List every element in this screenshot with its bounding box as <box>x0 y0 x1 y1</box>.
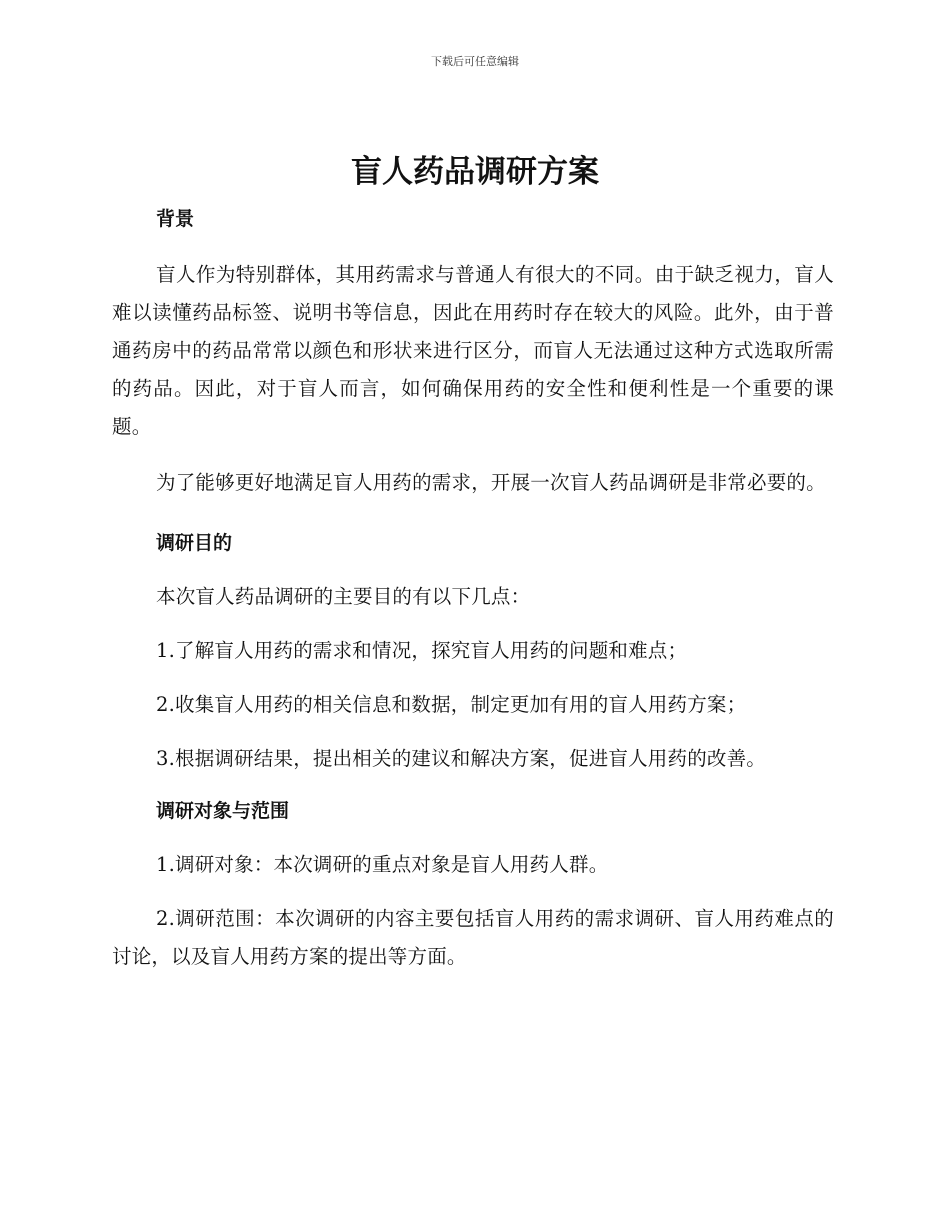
goals-intro: 本次盲人药品调研的主要目的有以下几点： <box>156 585 531 608</box>
section-heading-background: 背景 <box>156 208 195 230</box>
document-body <box>112 202 834 976</box>
section-heading-goals: 调研目的 <box>156 532 233 554</box>
document-title: 盲人药品调研方案 <box>351 154 599 190</box>
scope-list-item: 2.调研范围：本次调研的内容主要包括盲人用药的需求调研、盲人用药难点的讨论，以及盲人用药方案的提出等方面。 <box>112 907 834 968</box>
goal-list-item: 2.收集盲人用药的相关信息和数据，制定更加有用的盲人用药方案； <box>156 693 747 716</box>
goal-list-item: 1.了解盲人用药的需求和情况，探究盲人用药的问题和难点； <box>156 639 688 662</box>
background-paragraph: 盲人作为特别群体，其用药需求与普通人有很大的不同。由于缺乏视力，盲人难以读懂药品标签、说明书等信息，因此在用药时存在较大的风险。此外，由于普通药房中的药品常常以颜色和形状来进行区分，而盲人无法通过这种方式选取所需的药品。因此，对于盲人而言，如何确保用药的安全性和便利性是一个重要的课题。 <box>112 263 834 438</box>
goal-list-item: 3.根据调研结果，提出相关的建议和解决方案，促进盲人用药的改善。 <box>156 747 767 770</box>
background-paragraph: 为了能够更好地满足盲人用药的需求，开展一次盲人药品调研是非常必要的。 <box>156 471 826 494</box>
page-header: 下载后可任意编辑 <box>431 55 519 68</box>
scope-list-item: 1.调研对象：本次调研的重点对象是盲人用药人群。 <box>156 853 609 876</box>
section-heading-scope: 调研对象与范围 <box>156 800 290 822</box>
